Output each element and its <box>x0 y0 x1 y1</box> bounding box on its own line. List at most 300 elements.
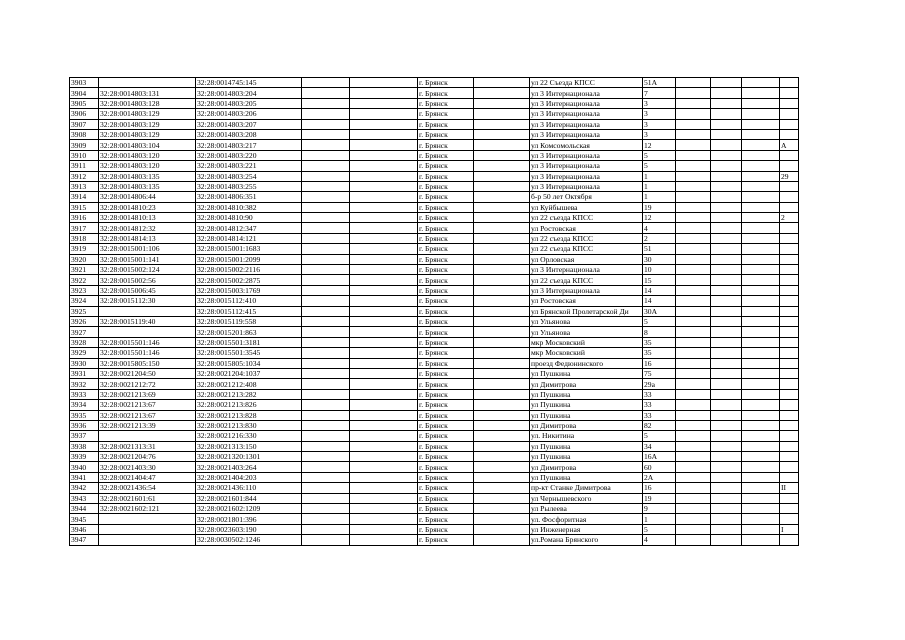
blank-cell-b <box>350 483 418 493</box>
house-number-cell: 12 <box>643 213 676 223</box>
blank-cell-c <box>474 129 530 139</box>
land-cadastral-number-cell: 32:28:0014803:120 <box>99 161 196 171</box>
row-number-cell: 3940 <box>70 462 99 472</box>
blank-cell-e <box>711 483 742 493</box>
blank-cell-e <box>711 109 742 119</box>
blank-cell-a <box>302 441 350 451</box>
blank-cell-b <box>350 431 418 441</box>
city-cell: г. Брянск <box>418 514 474 524</box>
street-cell: ул 22 съезда КПСС <box>530 244 643 254</box>
blank-cell-a <box>302 431 350 441</box>
land-cadastral-number-cell: 32:28:0021213:67 <box>99 410 196 420</box>
house-number-cell: 5 <box>643 431 676 441</box>
building-cadastral-number-cell: 32:28:0021204:1037 <box>196 368 302 378</box>
land-cadastral-number-cell: 32:28:0015805:150 <box>99 358 196 368</box>
blank-cell-a <box>302 140 350 150</box>
street-cell: ул 22 съезда КПСС <box>530 213 643 223</box>
city-cell: г. Брянск <box>418 389 474 399</box>
blank-cell-a <box>302 296 350 306</box>
blank-cell-d <box>676 161 711 171</box>
table-row <box>70 98 799 108</box>
city-cell: г. Брянск <box>418 202 474 212</box>
city-cell: г. Брянск <box>418 129 474 139</box>
blank-cell-c <box>474 213 530 223</box>
blank-cell-d <box>676 192 711 202</box>
land-cadastral-number-cell: 32:28:0015501:146 <box>99 337 196 347</box>
row-number-cell: 3928 <box>70 337 99 347</box>
building-cadastral-number-cell: 32:28:0014814:121 <box>196 233 302 243</box>
blank-cell-f <box>742 358 780 368</box>
land-cadastral-number-cell: 32:28:0021204:50 <box>99 368 196 378</box>
blank-cell-a <box>302 348 350 358</box>
street-cell: ул Димитрова <box>530 462 643 472</box>
table-row <box>70 192 799 202</box>
street-cell: ул Брянской Пролетарской Ди <box>530 306 643 316</box>
land-cadastral-number-cell: 32:28:0021403:30 <box>99 462 196 472</box>
blank-cell-f <box>742 119 780 129</box>
street-cell: ул Пушкина <box>530 452 643 462</box>
blank-cell-f <box>742 244 780 254</box>
land-cadastral-number-cell <box>99 431 196 441</box>
blank-cell-a <box>302 493 350 503</box>
city-cell: г. Брянск <box>418 327 474 337</box>
city-cell: г. Брянск <box>418 348 474 358</box>
row-number-cell: 3939 <box>70 452 99 462</box>
suffix-cell: II <box>780 483 799 493</box>
suffix-cell <box>780 504 799 514</box>
city-cell: г. Брянск <box>418 285 474 295</box>
building-cadastral-number-cell: 32:28:0014810:90 <box>196 213 302 223</box>
blank-cell-c <box>474 223 530 233</box>
row-number-cell: 3930 <box>70 358 99 368</box>
street-cell: ул Комсомольская <box>530 140 643 150</box>
blank-cell-f <box>742 420 780 430</box>
blank-cell-b <box>350 316 418 326</box>
suffix-cell <box>780 119 799 129</box>
blank-cell-b <box>350 254 418 264</box>
street-cell: пр-кт Станке Димитрова <box>530 483 643 493</box>
blank-cell-c <box>474 389 530 399</box>
blank-cell-a <box>302 109 350 119</box>
blank-cell-d <box>676 171 711 181</box>
table-row <box>70 275 799 285</box>
suffix-cell <box>780 316 799 326</box>
house-number-cell: 5 <box>643 161 676 171</box>
blank-cell-b <box>350 98 418 108</box>
suffix-cell <box>780 233 799 243</box>
blank-cell-b <box>350 441 418 451</box>
building-cadastral-number-cell: 32:28:0015501:3181 <box>196 337 302 347</box>
building-cadastral-number-cell: 32:28:0015002:2875 <box>196 275 302 285</box>
table-row <box>70 410 799 420</box>
suffix-cell <box>780 452 799 462</box>
suffix-cell <box>780 88 799 98</box>
blank-cell-b <box>350 524 418 534</box>
building-cadastral-number-cell: 32:28:0014803:255 <box>196 181 302 191</box>
blank-cell-c <box>474 514 530 524</box>
house-number-cell: 2 <box>643 233 676 243</box>
building-cadastral-number-cell: 32:28:0014803:206 <box>196 109 302 119</box>
city-cell: г. Брянск <box>418 420 474 430</box>
suffix-cell <box>780 514 799 524</box>
blank-cell-e <box>711 441 742 451</box>
blank-cell-f <box>742 431 780 441</box>
table-body <box>70 78 799 546</box>
blank-cell-d <box>676 348 711 358</box>
table-row <box>70 119 799 129</box>
row-number-cell: 3909 <box>70 140 99 150</box>
building-cadastral-number-cell: 32:28:0021436:110 <box>196 483 302 493</box>
building-cadastral-number-cell: 32:28:0015501:3545 <box>196 348 302 358</box>
city-cell: г. Брянск <box>418 316 474 326</box>
blank-cell-f <box>742 368 780 378</box>
land-cadastral-number-cell: 32:28:0014803:129 <box>99 129 196 139</box>
house-number-cell: 33 <box>643 389 676 399</box>
blank-cell-c <box>474 462 530 472</box>
city-cell: г. Брянск <box>418 233 474 243</box>
blank-cell-e <box>711 78 742 88</box>
building-cadastral-number-cell: 32:28:0014803:254 <box>196 171 302 181</box>
house-number-cell: 2А <box>643 472 676 482</box>
row-number-cell: 3919 <box>70 244 99 254</box>
blank-cell-c <box>474 98 530 108</box>
table-row <box>70 202 799 212</box>
blank-cell-b <box>350 244 418 254</box>
building-cadastral-number-cell: 32:28:0014810:382 <box>196 202 302 212</box>
blank-cell-e <box>711 181 742 191</box>
row-number-cell: 3944 <box>70 504 99 514</box>
blank-cell-b <box>350 535 418 545</box>
land-cadastral-number-cell: 32:28:0021601:61 <box>99 493 196 503</box>
land-cadastral-number-cell: 32:28:0014806:44 <box>99 192 196 202</box>
house-number-cell: 1 <box>643 181 676 191</box>
land-cadastral-number-cell: 32:28:0021436:54 <box>99 483 196 493</box>
row-number-cell: 3923 <box>70 285 99 295</box>
street-cell: ул Рылеева <box>530 504 643 514</box>
street-cell: ул. Фосфоритная <box>530 514 643 524</box>
city-cell: г. Брянск <box>418 358 474 368</box>
street-cell: ул Пушкина <box>530 472 643 482</box>
land-cadastral-number-cell: 32:28:0014803:135 <box>99 181 196 191</box>
blank-cell-c <box>474 233 530 243</box>
street-cell: ул Димитрова <box>530 379 643 389</box>
blank-cell-d <box>676 88 711 98</box>
street-cell: ул Ростовская <box>530 223 643 233</box>
house-number-cell: 3 <box>643 98 676 108</box>
building-cadastral-number-cell: 32:28:0014803:205 <box>196 98 302 108</box>
blank-cell-d <box>676 306 711 316</box>
suffix-cell <box>780 296 799 306</box>
suffix-cell <box>780 109 799 119</box>
street-cell: ул 3 Интернационала <box>530 181 643 191</box>
blank-cell-d <box>676 109 711 119</box>
land-cadastral-number-cell: 32:28:0021213:69 <box>99 389 196 399</box>
blank-cell-b <box>350 202 418 212</box>
suffix-cell <box>780 244 799 254</box>
blank-cell-f <box>742 181 780 191</box>
blank-cell-c <box>474 420 530 430</box>
house-number-cell: 60 <box>643 462 676 472</box>
row-number-cell: 3911 <box>70 161 99 171</box>
blank-cell-f <box>742 161 780 171</box>
row-number-cell: 3936 <box>70 420 99 430</box>
blank-cell-c <box>474 275 530 285</box>
table-row <box>70 379 799 389</box>
blank-cell-f <box>742 348 780 358</box>
blank-cell-e <box>711 389 742 399</box>
building-cadastral-number-cell: 32:28:0014745:145 <box>196 78 302 88</box>
table-row <box>70 504 799 514</box>
suffix-cell: 29 <box>780 171 799 181</box>
house-number-cell: 35 <box>643 337 676 347</box>
blank-cell-c <box>474 181 530 191</box>
blank-cell-d <box>676 316 711 326</box>
street-cell: ул 3 Интернационала <box>530 161 643 171</box>
blank-cell-b <box>350 420 418 430</box>
row-number-cell: 3922 <box>70 275 99 285</box>
city-cell: г. Брянск <box>418 78 474 88</box>
blank-cell-f <box>742 192 780 202</box>
land-cadastral-number-cell: 32:28:0015002:124 <box>99 265 196 275</box>
blank-cell-f <box>742 493 780 503</box>
suffix-cell <box>780 472 799 482</box>
suffix-cell <box>780 420 799 430</box>
blank-cell-d <box>676 452 711 462</box>
blank-cell-d <box>676 368 711 378</box>
row-number-cell: 3913 <box>70 181 99 191</box>
blank-cell-a <box>302 379 350 389</box>
blank-cell-a <box>302 265 350 275</box>
city-cell: г. Брянск <box>418 472 474 482</box>
row-number-cell: 3932 <box>70 379 99 389</box>
blank-cell-d <box>676 441 711 451</box>
row-number-cell: 3920 <box>70 254 99 264</box>
city-cell: г. Брянск <box>418 483 474 493</box>
street-cell: ул 3 Интернационала <box>530 119 643 129</box>
house-number-cell: 30 <box>643 254 676 264</box>
suffix-cell: I <box>780 524 799 534</box>
blank-cell-b <box>350 119 418 129</box>
land-cadastral-number-cell: 32:28:0015001:106 <box>99 244 196 254</box>
blank-cell-d <box>676 400 711 410</box>
row-number-cell: 3926 <box>70 316 99 326</box>
building-cadastral-number-cell: 32:28:0021403:264 <box>196 462 302 472</box>
blank-cell-d <box>676 410 711 420</box>
house-number-cell: 3 <box>643 129 676 139</box>
blank-cell-e <box>711 275 742 285</box>
blank-cell-b <box>350 296 418 306</box>
blank-cell-b <box>350 150 418 160</box>
blank-cell-f <box>742 316 780 326</box>
blank-cell-f <box>742 265 780 275</box>
blank-cell-d <box>676 285 711 295</box>
street-cell: ул 3 Интернационала <box>530 265 643 275</box>
house-number-cell: 29а <box>643 379 676 389</box>
street-cell: ул. Никитина <box>530 431 643 441</box>
blank-cell-a <box>302 98 350 108</box>
blank-cell-b <box>350 348 418 358</box>
table-row <box>70 78 799 88</box>
suffix-cell <box>780 337 799 347</box>
blank-cell-c <box>474 348 530 358</box>
building-cadastral-number-cell: 32:28:0015201:863 <box>196 327 302 337</box>
city-cell: г. Брянск <box>418 524 474 534</box>
street-cell: ул Пушкина <box>530 389 643 399</box>
suffix-cell <box>780 78 799 88</box>
blank-cell-d <box>676 181 711 191</box>
row-number-cell: 3918 <box>70 233 99 243</box>
blank-cell-f <box>742 389 780 399</box>
blank-cell-c <box>474 119 530 129</box>
blank-cell-d <box>676 296 711 306</box>
blank-cell-a <box>302 150 350 160</box>
street-cell: ул Пушкина <box>530 441 643 451</box>
blank-cell-c <box>474 368 530 378</box>
blank-cell-f <box>742 254 780 264</box>
suffix-cell <box>780 327 799 337</box>
blank-cell-a <box>302 244 350 254</box>
table-row <box>70 493 799 503</box>
suffix-cell <box>780 462 799 472</box>
table-row <box>70 296 799 306</box>
row-number-cell: 3925 <box>70 306 99 316</box>
suffix-cell <box>780 223 799 233</box>
blank-cell-b <box>350 78 418 88</box>
building-cadastral-number-cell: 32:28:0014803:217 <box>196 140 302 150</box>
row-number-cell: 3934 <box>70 400 99 410</box>
blank-cell-a <box>302 400 350 410</box>
row-number-cell: 3946 <box>70 524 99 534</box>
house-number-cell: 34 <box>643 441 676 451</box>
city-cell: г. Брянск <box>418 88 474 98</box>
suffix-cell <box>780 150 799 160</box>
blank-cell-f <box>742 171 780 181</box>
city-cell: г. Брянск <box>418 504 474 514</box>
blank-cell-d <box>676 202 711 212</box>
blank-cell-e <box>711 379 742 389</box>
blank-cell-c <box>474 379 530 389</box>
blank-cell-a <box>302 483 350 493</box>
blank-cell-d <box>676 472 711 482</box>
city-cell: г. Брянск <box>418 535 474 545</box>
street-cell: ул 3 Интернационала <box>530 150 643 160</box>
house-number-cell: 33 <box>643 400 676 410</box>
street-cell: ул Куйбышева <box>530 202 643 212</box>
blank-cell-e <box>711 524 742 534</box>
suffix-cell <box>780 358 799 368</box>
street-cell: ул 3 Интернационала <box>530 88 643 98</box>
city-cell: г. Брянск <box>418 244 474 254</box>
table-row <box>70 129 799 139</box>
house-number-cell: 5 <box>643 524 676 534</box>
house-number-cell: 12 <box>643 140 676 150</box>
blank-cell-c <box>474 441 530 451</box>
city-cell: г. Брянск <box>418 431 474 441</box>
row-number-cell: 3924 <box>70 296 99 306</box>
street-cell: ул 22 съезда КПСС <box>530 275 643 285</box>
blank-cell-a <box>302 223 350 233</box>
blank-cell-f <box>742 213 780 223</box>
land-cadastral-number-cell: 32:28:0021204:76 <box>99 452 196 462</box>
blank-cell-d <box>676 129 711 139</box>
land-cadastral-number-cell: 32:28:0015002:56 <box>99 275 196 285</box>
house-number-cell: 82 <box>643 420 676 430</box>
row-number-cell: 3947 <box>70 535 99 545</box>
blank-cell-c <box>474 140 530 150</box>
table-row <box>70 327 799 337</box>
table-row <box>70 420 799 430</box>
street-cell: б-р 50 лет Октября <box>530 192 643 202</box>
blank-cell-e <box>711 296 742 306</box>
building-cadastral-number-cell: 32:28:0021213:828 <box>196 410 302 420</box>
blank-cell-c <box>474 109 530 119</box>
blank-cell-a <box>302 202 350 212</box>
blank-cell-e <box>711 316 742 326</box>
blank-cell-e <box>711 493 742 503</box>
row-number-cell: 3942 <box>70 483 99 493</box>
blank-cell-d <box>676 275 711 285</box>
house-number-cell: 16 <box>643 358 676 368</box>
blank-cell-b <box>350 514 418 524</box>
blank-cell-c <box>474 524 530 534</box>
land-cadastral-number-cell: 32:28:0014812:32 <box>99 223 196 233</box>
city-cell: г. Брянск <box>418 223 474 233</box>
table-row <box>70 88 799 98</box>
row-number-cell: 3941 <box>70 472 99 482</box>
blank-cell-d <box>676 337 711 347</box>
blank-cell-c <box>474 171 530 181</box>
row-number-cell: 3929 <box>70 348 99 358</box>
blank-cell-d <box>676 244 711 254</box>
table-row <box>70 431 799 441</box>
blank-cell-f <box>742 483 780 493</box>
building-cadastral-number-cell: 32:28:0021212:408 <box>196 379 302 389</box>
building-cadastral-number-cell: 32:28:0021801:396 <box>196 514 302 524</box>
house-number-cell: 8 <box>643 327 676 337</box>
row-number-cell: 3915 <box>70 202 99 212</box>
row-number-cell: 3945 <box>70 514 99 524</box>
land-cadastral-number-cell: 32:28:0014810:23 <box>99 202 196 212</box>
row-number-cell: 3908 <box>70 129 99 139</box>
street-cell: ул Пушкина <box>530 368 643 378</box>
blank-cell-d <box>676 504 711 514</box>
blank-cell-d <box>676 420 711 430</box>
street-cell: ул 3 Интернационала <box>530 129 643 139</box>
city-cell: г. Брянск <box>418 379 474 389</box>
blank-cell-a <box>302 420 350 430</box>
blank-cell-a <box>302 452 350 462</box>
building-cadastral-number-cell: 32:28:0015003:1769 <box>196 285 302 295</box>
blank-cell-a <box>302 285 350 295</box>
blank-cell-c <box>474 535 530 545</box>
blank-cell-f <box>742 285 780 295</box>
city-cell: г. Брянск <box>418 98 474 108</box>
blank-cell-d <box>676 431 711 441</box>
blank-cell-a <box>302 129 350 139</box>
city-cell: г. Брянск <box>418 213 474 223</box>
blank-cell-b <box>350 192 418 202</box>
table-row <box>70 244 799 254</box>
city-cell: г. Брянск <box>418 337 474 347</box>
house-number-cell: 5 <box>643 316 676 326</box>
blank-cell-f <box>742 202 780 212</box>
house-number-cell: 19 <box>643 493 676 503</box>
blank-cell-c <box>474 88 530 98</box>
blank-cell-d <box>676 233 711 243</box>
blank-cell-f <box>742 129 780 139</box>
blank-cell-c <box>474 400 530 410</box>
row-number-cell: 3907 <box>70 119 99 129</box>
